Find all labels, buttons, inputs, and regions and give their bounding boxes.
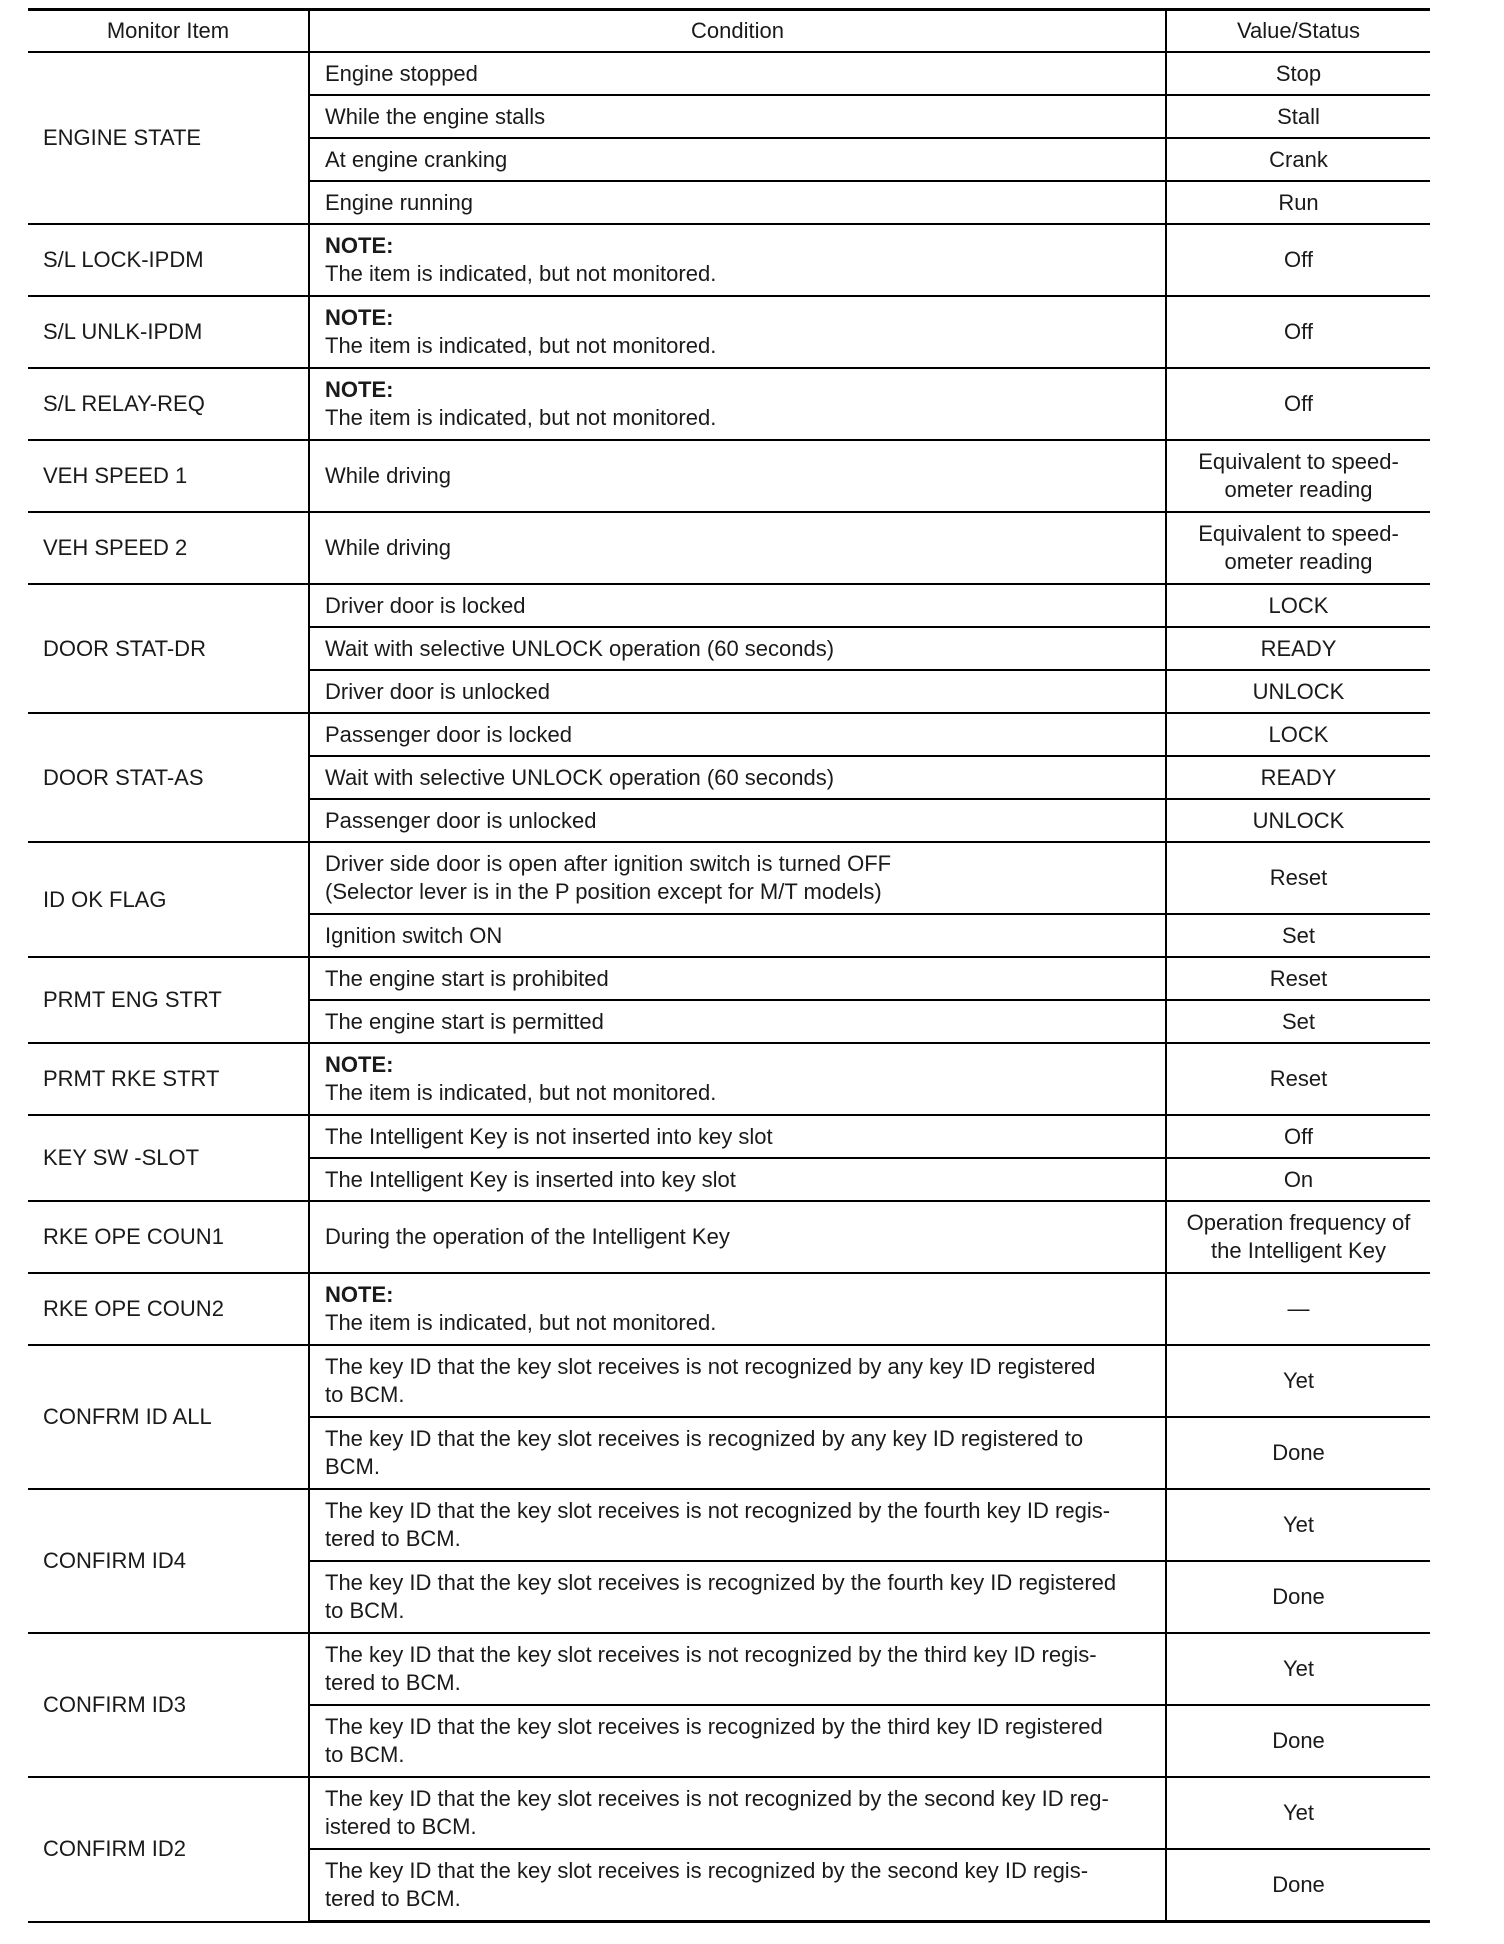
- value-status-cell: Done: [1166, 1561, 1430, 1633]
- monitor-item-cell: DOOR STAT-AS: [28, 713, 309, 842]
- condition-cell: Engine running: [309, 181, 1166, 224]
- table-row: [28, 1345, 1430, 1417]
- note-label: NOTE:: [325, 1282, 394, 1307]
- condition-cell: Wait with selective UNLOCK operation (60 seconds): [309, 756, 1166, 799]
- note-text: The item is indicated, but not monitored.: [325, 405, 717, 430]
- condition-line: tered to BCM.: [325, 1670, 461, 1695]
- condition-line: to BCM.: [325, 1598, 405, 1623]
- note-text: The item is indicated, but not monitored.: [325, 261, 717, 286]
- condition-line: BCM.: [325, 1454, 380, 1479]
- condition-line: The key ID that the key slot receives is not recognized by any key ID registered: [325, 1354, 1096, 1379]
- value-line: Operation frequency of: [1186, 1210, 1411, 1235]
- condition-cell: At engine cranking: [309, 138, 1166, 181]
- table-row: [28, 224, 1430, 296]
- value-line: ometer reading: [1224, 477, 1373, 502]
- condition-cell: The engine start is prohibited: [309, 957, 1166, 1000]
- table-row: [28, 1633, 1430, 1705]
- note-label: NOTE:: [325, 305, 394, 330]
- value-line: Equivalent to speed-: [1198, 521, 1399, 546]
- value-status-cell: [1166, 1201, 1430, 1273]
- table-row: [28, 368, 1430, 440]
- condition-line: tered to BCM.: [325, 1886, 461, 1911]
- condition-line: The key ID that the key slot receives is recognized by any key ID registered to: [325, 1426, 1084, 1451]
- table-row: [28, 512, 1430, 584]
- monitor-item-cell: CONFIRM ID2: [28, 1777, 309, 1922]
- condition-cell: [309, 1633, 1166, 1705]
- condition-cell: [309, 296, 1166, 368]
- value-status-cell: LOCK: [1166, 713, 1430, 756]
- monitor-item-cell: S/L UNLK-IPDM: [28, 296, 309, 368]
- value-status-cell: Run: [1166, 181, 1430, 224]
- condition-line: istered to BCM.: [325, 1814, 477, 1839]
- monitor-item-cell: CONFRM ID ALL: [28, 1345, 309, 1489]
- table-row: [28, 1489, 1430, 1561]
- condition-cell: [309, 1705, 1166, 1777]
- condition-cell: [309, 1489, 1166, 1561]
- table-body: [28, 52, 1430, 1922]
- condition-cell: The Intelligent Key is not inserted into key slot: [309, 1115, 1166, 1158]
- value-status-cell: [1166, 440, 1430, 512]
- value-status-cell: UNLOCK: [1166, 799, 1430, 842]
- value-status-cell: Off: [1166, 296, 1430, 368]
- note-text: The item is indicated, but not monitored.: [325, 333, 717, 358]
- condition-cell: The engine start is permitted: [309, 1000, 1166, 1043]
- condition-cell: [309, 1043, 1166, 1115]
- value-status-cell: Yet: [1166, 1777, 1430, 1849]
- value-status-cell: Off: [1166, 224, 1430, 296]
- value-status-cell: Stall: [1166, 95, 1430, 138]
- condition-cell: [309, 1345, 1166, 1417]
- condition-cell: Engine stopped: [309, 52, 1166, 95]
- value-status-cell: Off: [1166, 368, 1430, 440]
- value-line: ometer reading: [1224, 549, 1373, 574]
- condition-cell: [309, 1777, 1166, 1849]
- monitor-item-cell: RKE OPE COUN2: [28, 1273, 309, 1345]
- table-row: [28, 296, 1430, 368]
- table-row: [28, 584, 1430, 627]
- value-status-cell: Reset: [1166, 842, 1430, 914]
- note-label: NOTE:: [325, 1052, 394, 1077]
- condition-cell: [309, 842, 1166, 914]
- monitor-item-cell: VEH SPEED 1: [28, 440, 309, 512]
- value-status-cell: Set: [1166, 1000, 1430, 1043]
- condition-cell: While the engine stalls: [309, 95, 1166, 138]
- note-text: The item is indicated, but not monitored.: [325, 1310, 717, 1335]
- monitor-item-cell: PRMT RKE STRT: [28, 1043, 309, 1115]
- value-status-cell: Reset: [1166, 1043, 1430, 1115]
- monitor-item-cell: PRMT ENG STRT: [28, 957, 309, 1043]
- condition-line: The key ID that the key slot receives is not recognized by the third key ID regis-: [325, 1642, 1097, 1667]
- value-status-cell: Stop: [1166, 52, 1430, 95]
- condition-cell: Passenger door is unlocked: [309, 799, 1166, 842]
- condition-line: The key ID that the key slot receives is not recognized by the second key ID reg-: [325, 1786, 1109, 1811]
- table-row: [28, 1043, 1430, 1115]
- value-status-cell: Reset: [1166, 957, 1430, 1000]
- table-row: [28, 957, 1430, 1000]
- header-condition: Condition: [309, 10, 1166, 53]
- condition-cell: [309, 1273, 1166, 1345]
- condition-cell: Wait with selective UNLOCK operation (60 seconds): [309, 627, 1166, 670]
- condition-cell: [309, 1849, 1166, 1922]
- condition-cell: Driver door is locked: [309, 584, 1166, 627]
- value-line: the Intelligent Key: [1211, 1238, 1386, 1263]
- monitor-item-cell: CONFIRM ID3: [28, 1633, 309, 1777]
- value-status-cell: Done: [1166, 1705, 1430, 1777]
- table-header-row: [28, 10, 1430, 53]
- monitor-item-table: [28, 8, 1430, 1923]
- table-row: [28, 52, 1430, 95]
- condition-line: (Selector lever is in the P position except for M/T models): [325, 879, 882, 904]
- condition-cell: [309, 368, 1166, 440]
- header-value-status: Value/Status: [1166, 10, 1430, 53]
- condition-cell: [309, 224, 1166, 296]
- value-status-cell: READY: [1166, 627, 1430, 670]
- value-status-cell: Done: [1166, 1849, 1430, 1922]
- condition-cell: Passenger door is locked: [309, 713, 1166, 756]
- value-status-cell: UNLOCK: [1166, 670, 1430, 713]
- condition-line: to BCM.: [325, 1382, 405, 1407]
- value-line: Equivalent to speed-: [1198, 449, 1399, 474]
- monitor-item-cell: CONFIRM ID4: [28, 1489, 309, 1633]
- condition-cell: Ignition switch ON: [309, 914, 1166, 957]
- monitor-item-cell: KEY SW -SLOT: [28, 1115, 309, 1201]
- value-status-cell: Done: [1166, 1417, 1430, 1489]
- table-row: [28, 1201, 1430, 1273]
- table-row: [28, 1273, 1430, 1345]
- value-status-cell: [1166, 512, 1430, 584]
- condition-cell: While driving: [309, 440, 1166, 512]
- value-status-cell: Yet: [1166, 1489, 1430, 1561]
- monitor-item-cell: S/L LOCK-IPDM: [28, 224, 309, 296]
- value-status-cell: Crank: [1166, 138, 1430, 181]
- table-row: [28, 842, 1430, 914]
- value-status-cell: Yet: [1166, 1345, 1430, 1417]
- condition-line: The key ID that the key slot receives is recognized by the third key ID registered: [325, 1714, 1103, 1739]
- value-status-cell: On: [1166, 1158, 1430, 1201]
- value-status-cell: LOCK: [1166, 584, 1430, 627]
- table-row: [28, 440, 1430, 512]
- table-row: [28, 1777, 1430, 1849]
- header-monitor-item: Monitor Item: [28, 10, 309, 53]
- monitor-item-cell: RKE OPE COUN1: [28, 1201, 309, 1273]
- condition-line: The key ID that the key slot receives is recognized by the fourth key ID registered: [325, 1570, 1117, 1595]
- note-text: The item is indicated, but not monitored.: [325, 1080, 717, 1105]
- condition-cell: During the operation of the Intelligent Key: [309, 1201, 1166, 1273]
- monitor-item-cell: S/L RELAY-REQ: [28, 368, 309, 440]
- condition-line: tered to BCM.: [325, 1526, 461, 1551]
- condition-line: The key ID that the key slot receives is recognized by the second key ID regis-: [325, 1858, 1089, 1883]
- condition-line: Driver side door is open after ignition switch is turned OFF: [325, 851, 892, 876]
- condition-cell: Driver door is unlocked: [309, 670, 1166, 713]
- condition-line: The key ID that the key slot receives is not recognized by the fourth key ID regis-: [325, 1498, 1111, 1523]
- note-label: NOTE:: [325, 233, 394, 258]
- condition-cell: While driving: [309, 512, 1166, 584]
- value-status-cell: READY: [1166, 756, 1430, 799]
- table-row: [28, 1115, 1430, 1158]
- condition-cell: [309, 1561, 1166, 1633]
- note-label: NOTE:: [325, 377, 394, 402]
- monitor-item-cell: ID OK FLAG: [28, 842, 309, 957]
- value-status-cell: Set: [1166, 914, 1430, 957]
- table-row: [28, 713, 1430, 756]
- value-status-cell: Yet: [1166, 1633, 1430, 1705]
- condition-cell: [309, 1417, 1166, 1489]
- value-status-cell: —: [1166, 1273, 1430, 1345]
- monitor-item-cell: VEH SPEED 2: [28, 512, 309, 584]
- monitor-item-cell: ENGINE STATE: [28, 52, 309, 224]
- condition-line: to BCM.: [325, 1742, 405, 1767]
- monitor-item-cell: DOOR STAT-DR: [28, 584, 309, 713]
- condition-cell: The Intelligent Key is inserted into key slot: [309, 1158, 1166, 1201]
- value-status-cell: Off: [1166, 1115, 1430, 1158]
